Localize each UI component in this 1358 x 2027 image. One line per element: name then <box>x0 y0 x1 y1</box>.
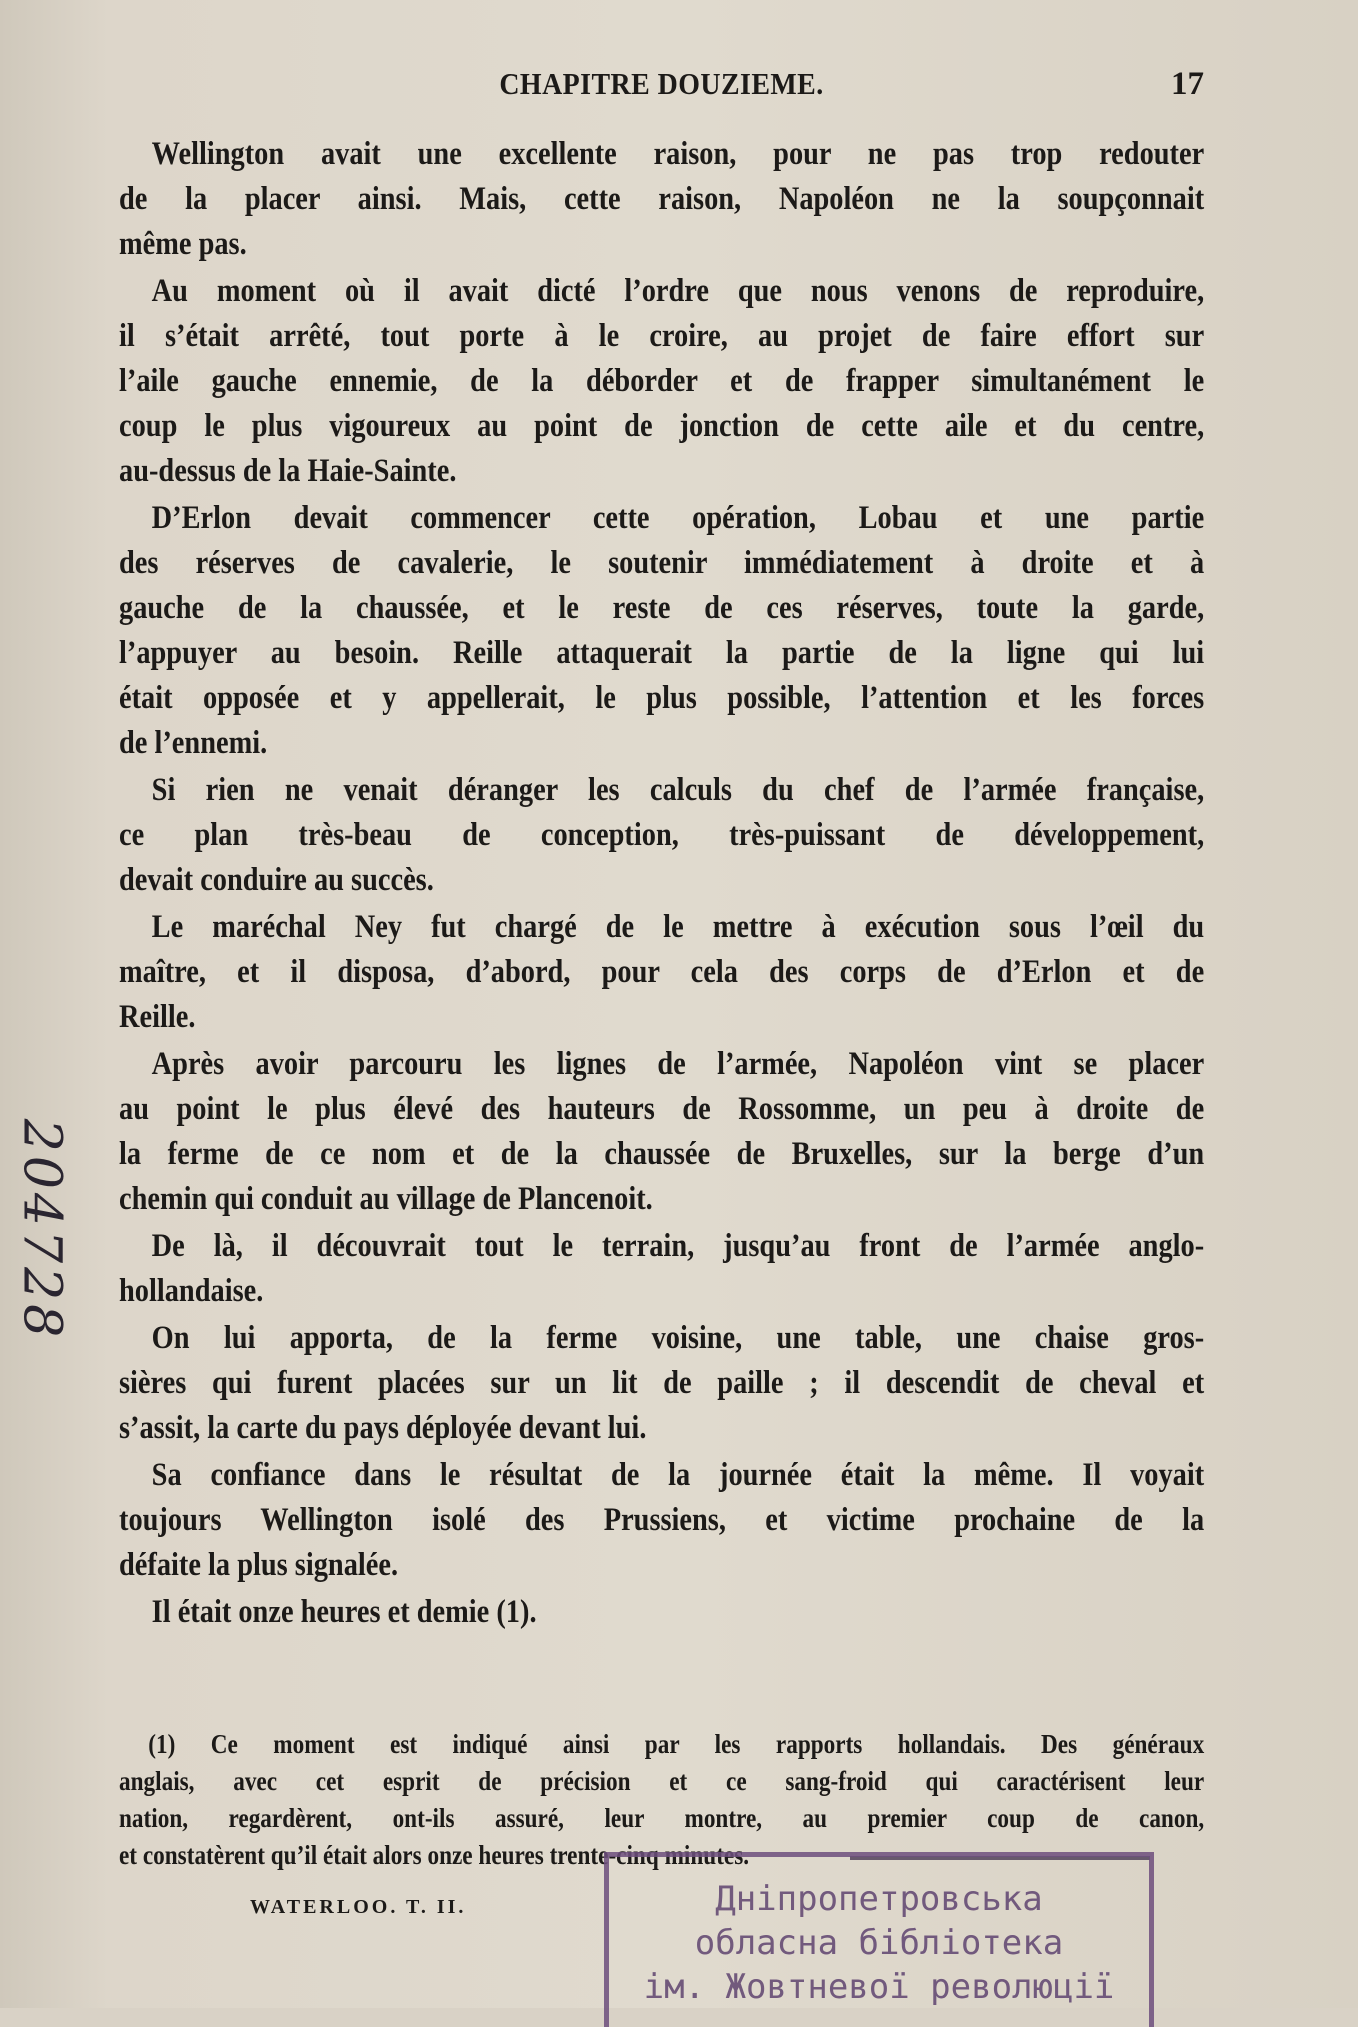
text-line: des réserves de cavalerie, le soutenir immédiatement à droite et à <box>119 545 1205 581</box>
text-line: devait conduire au succès. <box>119 862 434 898</box>
text-line: défaite la plus signalée. <box>119 1547 399 1583</box>
text-line: au-dessus de la Haie-Sainte. <box>119 453 457 489</box>
text-line: Le maréchal Ney fut chargé de le mettre à exécution sous l’œil du <box>151 909 1205 945</box>
text-line: la ferme de ce nom et de la chaussée de Bruxelles, sur la berge d’un <box>119 1136 1205 1172</box>
paragraph <box>119 768 1204 903</box>
text-line: il s’était arrêté, tout porte à le croire, au projet de faire effort sur <box>119 318 1205 354</box>
text-line: ce plan très-beau de conception, très-puissant de développement, <box>119 817 1205 853</box>
paragraph <box>119 132 1204 267</box>
paragraph <box>119 269 1204 494</box>
text-line: l’aile gauche ennemie, de la déborder et de frapper simultanément le <box>119 363 1205 399</box>
text-line: De là, il découvrait tout le terrain, jusqu’au front de l’armée anglo- <box>151 1228 1205 1264</box>
running-title: CHAPITRE DOUZIEME. <box>499 66 824 101</box>
text-line: D’Erlon devait commencer cette opération, Lobau et une partie <box>151 500 1205 536</box>
text-line: Wellington avait une excellente raison, pour ne pas trop redouter <box>151 136 1205 172</box>
library-stamp <box>604 1852 1154 2027</box>
footnote-line: anglais, avec cet esprit de précision et ce sang-froid qui caractérisent leur <box>119 1766 1205 1796</box>
text-line: Il était onze heures et demie (1). <box>151 1594 537 1630</box>
text-line: maître, et il disposa, d’abord, pour cela des corps de d’Erlon et de <box>119 954 1205 990</box>
text-line: s’assit, la carte du pays déployée devant lui. <box>119 1410 647 1446</box>
paragraph <box>119 1453 1204 1588</box>
stamp-line: Дніпропетровська <box>715 1879 1043 1919</box>
body-text <box>119 132 1204 1637</box>
handwritten-number: 204728 <box>11 1118 72 1342</box>
signature-mark: WATERLOO. T. II. <box>250 1896 467 1918</box>
text-line: de l’ennemi. <box>119 725 268 761</box>
stamp-line: ім. Жовтневої революції <box>643 1967 1115 2007</box>
text-line: Si rien ne venait déranger les calculs du chef de l’armée française, <box>151 772 1205 808</box>
page-number: 17 <box>1171 66 1204 102</box>
text-line: même pas. <box>119 226 247 262</box>
text-line: toujours Wellington isolé des Prussiens, et victime prochaine de la <box>119 1502 1205 1538</box>
paragraph <box>119 1042 1204 1222</box>
paragraph <box>119 1590 1204 1635</box>
text-line: chemin qui conduit au village de Plancenoit. <box>119 1181 653 1217</box>
paragraph <box>119 496 1204 766</box>
text-line: Au moment où il avait dicté l’ordre que nous venons de reproduire, <box>151 273 1205 309</box>
text-line: de la placer ainsi. Mais, cette raison, Napoléon ne la soupçonnait <box>119 181 1205 217</box>
text-line: coup le plus vigoureux au point de jonction de cette aile et du centre, <box>119 408 1205 444</box>
paragraph <box>119 905 1204 1040</box>
text-line: sières qui furent placées sur un lit de paille ; il descendit de cheval et <box>119 1365 1205 1401</box>
text-line: l’appuyer au besoin. Reille attaquerait la partie de la ligne qui lui <box>119 635 1205 671</box>
footnote-line: et constatèrent qu’il était alors onze heures trente-cinq minutes. <box>119 1840 750 1870</box>
page-header <box>119 66 1204 110</box>
stamp-line: обласна бібліотека <box>694 1923 1064 1963</box>
text-line: Sa confiance dans le résultat de la journée était la même. Il voyait <box>151 1457 1205 1493</box>
text-line: Reille. <box>119 999 196 1035</box>
text-line: au point le plus élevé des hauteurs de Rossomme, un peu à droite de <box>119 1091 1205 1127</box>
text-line: Après avoir parcouru les lignes de l’armée, Napoléon vint se placer <box>151 1046 1205 1082</box>
text-line: était opposée et y appellerait, le plus possible, l’attention et les forces <box>119 680 1205 716</box>
footnote-line: nation, regardèrent, ont-ils assuré, leur montre, au premier coup de canon, <box>119 1803 1205 1833</box>
paragraph <box>119 1224 1204 1314</box>
footnote-line: (1) Ce moment est indiqué ainsi par les rapports hollandais. Des généraux <box>148 1729 1205 1759</box>
paragraph <box>119 1316 1204 1451</box>
text-line: On lui apporta, de la ferme voisine, une table, une chaise gros- <box>151 1320 1205 1356</box>
text-line: gauche de la chaussée, et le reste de ces réserves, toute la garde, <box>119 590 1205 626</box>
text-line: hollandaise. <box>119 1273 264 1309</box>
